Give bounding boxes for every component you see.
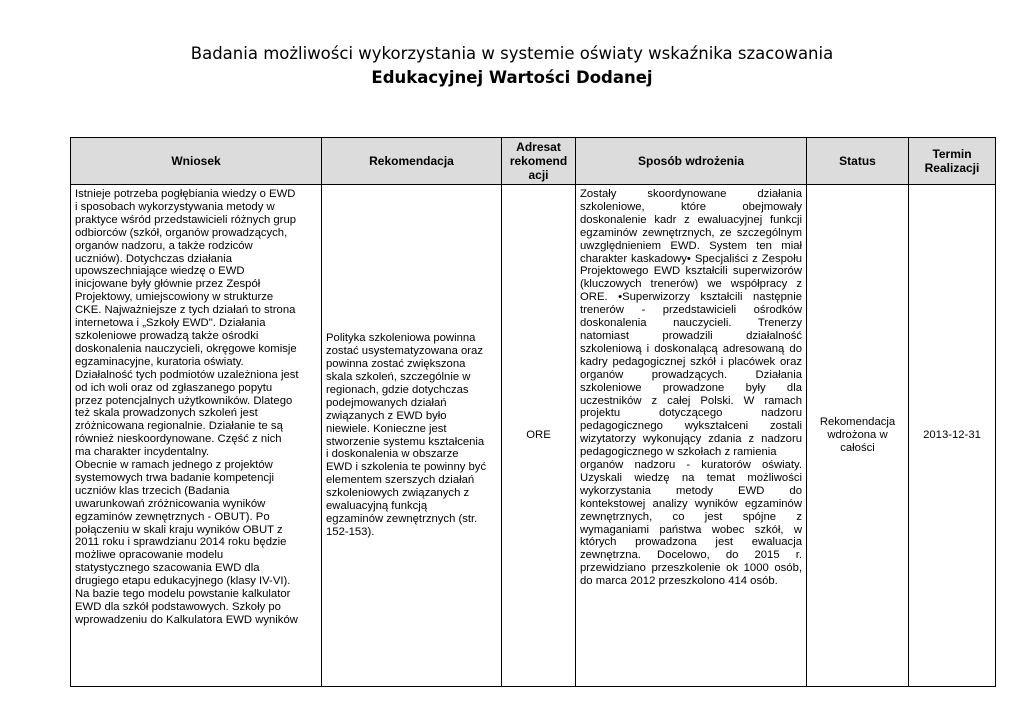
cell-adresat: ORE [502,185,576,687]
cell-status: Rekomendacja wdrożona w całości [807,185,909,687]
header-wniosek: Wniosek [71,138,322,185]
cell-wniosek: Istnieje potrzeba pogłębiania wiedzy o EWD i sposobach wykorzystywania metody w praktyce wśród przedstawicieli różnych grup odbiorców (szkół, organów prowadzących, organów nadzoru, a także rodziców uczniów). Dotychczas działania upowszechniające wiedzę o EWD inicjowane były głównie przez Zespół Projektowy, umiejscowiony w strukturze CKE. Najważniejsze z tych działań to strona internetowa i „Szkoły EWD". Działania szkoleniowe prowadzą także ośrodki doskonalenia nauczycieli, okręgowe komisje egzaminacyjne, kuratoria oświaty. Działalność tych podmiotów uzależniona jest od ich woli oraz od zgłaszanego popytu przez potencjalnych użytkowników. Dlatego też skala prowadzonych szkoleń jest zróżnicowana regionalnie. Działanie te są również nieskoordynowane. Część z nich ma charakter incydentalny. Obecnie w ramach jednego z projektów systemowych trwa badanie kompetencji uczniów klas trzecich (Badania uwarunkowań zróżnicowania wyników egzaminów zewnętrznych - OBUT). Po połączeniu w skali kraju wyników OBUT z 2011 roku i sprawdzianu 2014 roku będzie możliwe opracowanie modelu statystycznego szacowania EWD dla drugiego etapu edukacyjnego (klasy IV-VI). Na bazie tego modelu powstanie kalkulator EWD dla szkół podstawowych. Szkoły po wprowadzeniu do Kalkulatora EWD wyników [71,185,322,687]
title-line-1: Badania możliwości wykorzystania w systemie oświaty wskaźnika szacowania [190,44,834,63]
cell-rekomendacja: Polityka szkoleniowa powinna zostać usystematyzowana oraz powinna zostać zwiększona skala szkoleń, szczególnie w regionach, gdzie dotychczas podejmowanych działań związanych z EWD było niewiele. Konieczne jest stworzenie systemu kształcenia i doskonalenia w obszarze EWD i szkolenia te powinny być elementem szerszych działań szkoleniowych związanych z ewaluacyjną funkcją egzaminów zewnętrznych (str. 152-153). [322,185,502,687]
table-row [71,185,996,687]
cell-sposob-wdrozenia: Zostały skoordynowane działania szkoleniowe, które obejmowały doskonalenie kadr z ewaluacyjnej funkcji egzaminów zewnętrznych, ze szczególnym uwzględnieniem EWD. System ten miał charakter kaskadowy• Specjaliści z Zespołu Projektowego EWD kształcili superwizorów (kluczowych trenerów) we współpracy z ORE. •Superwizorzy kształcili następnie trenerów - przedstawicieli ośrodków doskonalenia nauczycieli. Trenerzy natomiast prowadzili działalność szkoleniową i doskonalącą adresowaną do kadry pedagogicznej szkół i placówek oraz organów prowadzących. Działania szkoleniowe prowadzone były dla uczestników z całej Polski. W ramach projektu dotyczącego nadzoru pedagogicznego wykształceni zostali wizytatorzy wykonujący zdania z nadzoru pedagogicznego w szkołach z ramienia organów nadzoru - kuratorów oświaty. Uzyskali wiedzę na temat możliwości wykorzystania metody EWD do kontekstowej analizy wyników egzaminów zewnętrznych, co jest spójne z wymaganiami państwa wobec szkół, w których prowadzona jest ewaluacja zewnętrzna. Docelowo, do 2015 r. przewidziano przeszkolenie ok 1000 osób, do marca 2012 przeszkolono 414 osób. [576,185,807,687]
header-sposob-wdrozenia: Sposób wdrożenia [576,138,807,185]
cell-termin-realizacji: 2013-12-31 [909,185,996,687]
title-line-2: Edukacyjnej Wartości Dodanej [371,68,653,87]
header-rekomendacja: Rekomendacja [322,138,502,185]
recommendations-table [70,137,996,687]
header-termin-realizacji: Termin Realizacji [909,138,996,185]
header-status: Status [807,138,909,185]
document-title [0,42,1024,90]
header-adresat: Adresat rekomend acji [502,138,576,185]
table-header-row [71,138,996,185]
